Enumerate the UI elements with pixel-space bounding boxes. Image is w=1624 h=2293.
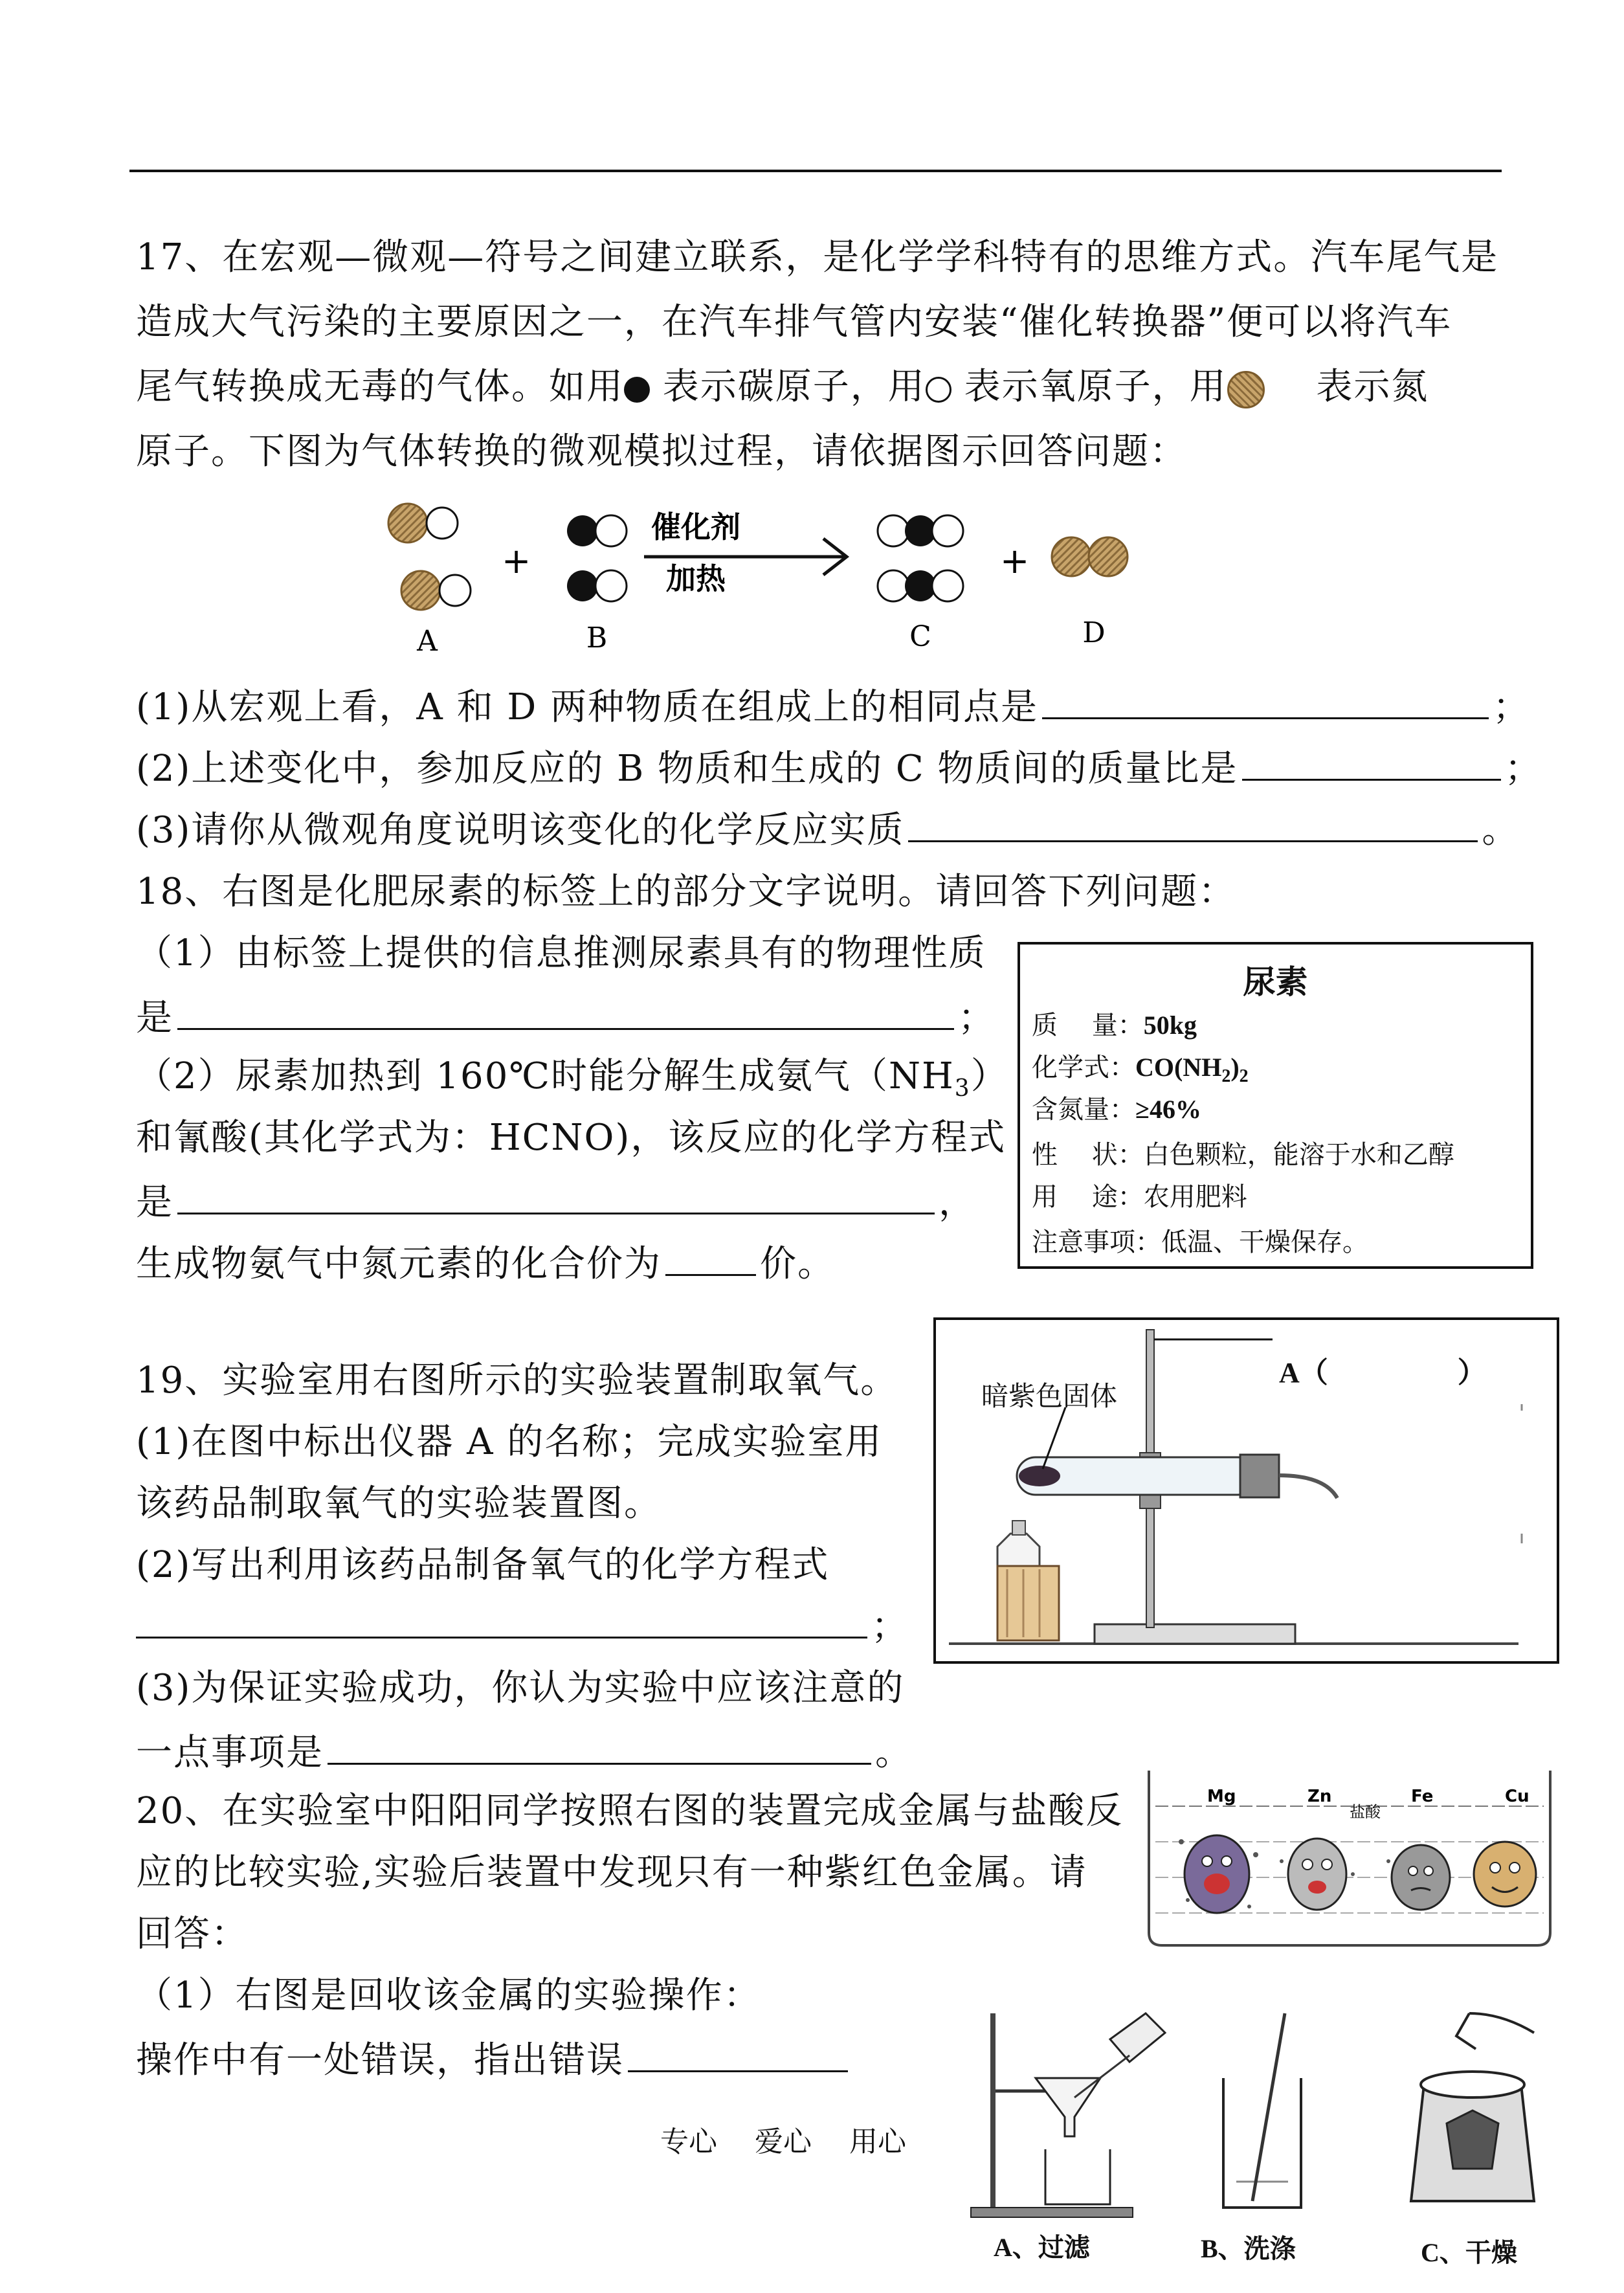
- q17-line4: 原子。下图为气体转换的微观模拟过程，请依据图示回答问题：: [136, 431, 1187, 473]
- molecule-c-2: [878, 570, 963, 601]
- metal-fe-cartoon: [1392, 1845, 1450, 1910]
- q17-answer-3-blank[interactable]: [908, 809, 1478, 842]
- molecule-a-1: [388, 504, 458, 542]
- drying-apparatus: [1411, 2013, 1534, 2201]
- nitrogen-atom-icon: [1227, 371, 1265, 408]
- q19-sub3: (3)为保证实验成功，你认为实验中应该注意的: [136, 1667, 905, 1709]
- q19-sub2-b: ；: [136, 1605, 909, 1645]
- urea-label-title: 尿素: [1243, 963, 1308, 1001]
- molecule-c-1: [878, 515, 963, 546]
- q18-answer-1-blank[interactable]: [177, 997, 954, 1030]
- q17-sub3: (3)请你从微观角度说明该变化的化学反应实质 。: [136, 809, 1520, 851]
- label-c: C: [909, 620, 931, 653]
- plus-sign-2: +: [1000, 541, 1030, 581]
- q18-sub2-b: 和氰酸(其化学式为：HCNO)，该反应的化学方程式: [136, 1117, 1007, 1159]
- op-label-wash: B、洗涤: [1201, 2234, 1296, 2263]
- label-b: B: [586, 621, 608, 654]
- metal-label-cu: Cu: [1505, 1787, 1529, 1806]
- q18-sub1-b: 是 ；: [136, 997, 996, 1039]
- filtration-apparatus: [971, 2013, 1165, 2217]
- wooden-block: [997, 1566, 1059, 1640]
- alcohol-lamp: [997, 1521, 1040, 1566]
- catalyst-text: 催化剂: [651, 509, 740, 544]
- oxygen-apparatus-figure: [933, 1317, 1559, 1664]
- molecule-b-2: [567, 570, 627, 601]
- molecule-a-2: [401, 571, 471, 610]
- q17-answer-2-blank[interactable]: [1242, 748, 1501, 781]
- q18-sub1: （1）由标签上提供的信息推测尿素具有的物理性质: [136, 932, 986, 974]
- metal-mg-cartoon: [1185, 1835, 1249, 1913]
- q19-answer-2-blank[interactable]: [136, 1605, 867, 1639]
- op-label-dry: C、干燥: [1421, 2238, 1517, 2267]
- q18-answer-3-blank[interactable]: [665, 1243, 756, 1276]
- q18-sub2-c: 是 ，: [136, 1181, 976, 1224]
- test-tube: [1017, 1455, 1337, 1498]
- q18-sub2-d: 生成物氨气中氮元素的化合价为 价。: [136, 1243, 835, 1285]
- q17-sub1: (1)从宏观上看，A 和 D 两种物质在组成上的相同点是 ；: [136, 686, 1531, 728]
- urea-nitrogen: 含氮量：≥46%: [1032, 1095, 1201, 1124]
- q19-sub3-b: 一点事项是 。: [136, 1732, 913, 1774]
- urea-use: 用 途：农用肥料: [1032, 1182, 1247, 1212]
- condition-text: 加热: [666, 561, 726, 596]
- label-d: D: [1082, 616, 1106, 649]
- q19-sub1-b: 该药品制取氧气的实验装置图。: [136, 1482, 662, 1525]
- metal-label-fe: Fe: [1411, 1787, 1434, 1806]
- metal-label-zn: Zn: [1307, 1787, 1332, 1806]
- q20-line1: 20、在实验室中阳阳同学按照右图的装置完成金属与盐酸反: [136, 1790, 1124, 1832]
- urea-label: [1018, 942, 1533, 1269]
- carbon-atom-icon: [624, 377, 650, 403]
- q17-line3: 尾气转换成无毒的气体。如用 表示碳原子，用 表示氧原子，用 表示氮: [136, 366, 1429, 408]
- instrument-a-label: A（ ）: [1279, 1357, 1486, 1389]
- oxygen-atom-icon: [926, 377, 951, 403]
- q20-answer-1-blank[interactable]: [628, 2039, 848, 2072]
- q18-answer-2-blank[interactable]: [177, 1181, 935, 1214]
- urea-note: 注意事项：低温、干燥保存。: [1032, 1227, 1368, 1257]
- q20-sub1: （1）右图是回收该金属的实验操作：: [136, 1974, 761, 2017]
- op-label-filter: A、过滤: [994, 2233, 1090, 2262]
- recovery-operations-figure: [964, 2000, 1586, 2227]
- header-rule: [129, 170, 1502, 172]
- q18-line1: 18、右图是化肥尿素的标签上的部分文字说明。请回答下列问题：: [136, 871, 1236, 913]
- reaction-diagram: [362, 492, 1172, 660]
- q19-sub1: (1)在图中标出仪器 A 的名称；完成实验室用: [136, 1421, 883, 1463]
- urea-formula: 化学式：$CO(NH_2)_2$: [1032, 1053, 1249, 1086]
- washing-apparatus: [1223, 2013, 1301, 2208]
- solid-label: 暗紫色固体: [981, 1380, 1118, 1412]
- metal-label-mg: Mg: [1207, 1787, 1236, 1806]
- molecule-b-1: [567, 515, 627, 546]
- q17-answer-1-blank[interactable]: [1042, 686, 1489, 719]
- urea-property: 性 状：白色颗粒，能溶于水和乙醇: [1032, 1140, 1454, 1170]
- label-a: A: [417, 625, 438, 658]
- urea-mass: 质 量：50kg: [1032, 1011, 1197, 1040]
- molecule-d: [1052, 537, 1128, 576]
- page-footer: 专心 爱心 用心: [660, 2125, 906, 2158]
- q19-line1: 19、实验室用右图所示的实验装置制取氧气。: [136, 1359, 898, 1402]
- metals-beaker-figure: [1142, 1764, 1557, 1952]
- q20-line3: 回答：: [136, 1913, 249, 1955]
- q20-line2: 应的比较实验,实验后装置中发现只有一种紫红色金属。请: [136, 1851, 1087, 1894]
- q17-line2: 造成大气污染的主要原因之一，在汽车排气管内安装“催化转换器”便可以将汽车: [136, 301, 1452, 343]
- q19-answer-3-blank[interactable]: [328, 1732, 871, 1765]
- metal-cu-cartoon: [1474, 1842, 1536, 1907]
- q17-line1: 17、在宏观—微观—符号之间建立联系，是化学学科特有的思维方式。汽车尾气是: [136, 236, 1499, 278]
- acid-label: 盐酸: [1350, 1803, 1381, 1821]
- q20-sub1-b: 操作中有一处错误，指出错误: [136, 2039, 852, 2079]
- metal-zn-cartoon: [1288, 1839, 1346, 1910]
- q19-sub2: (2)写出利用该药品制备氧气的化学方程式: [136, 1544, 830, 1586]
- plus-sign-1: +: [502, 541, 531, 581]
- q18-sub2: （2）尿素加热到 160℃时能分解生成氨气$(NH_3)$: [136, 1055, 1008, 1102]
- stand-base: [1095, 1624, 1295, 1644]
- q17-sub2: (2)上述变化中，参加反应的 B 物质和生成的 C 物质间的质量比是 ；: [136, 748, 1542, 790]
